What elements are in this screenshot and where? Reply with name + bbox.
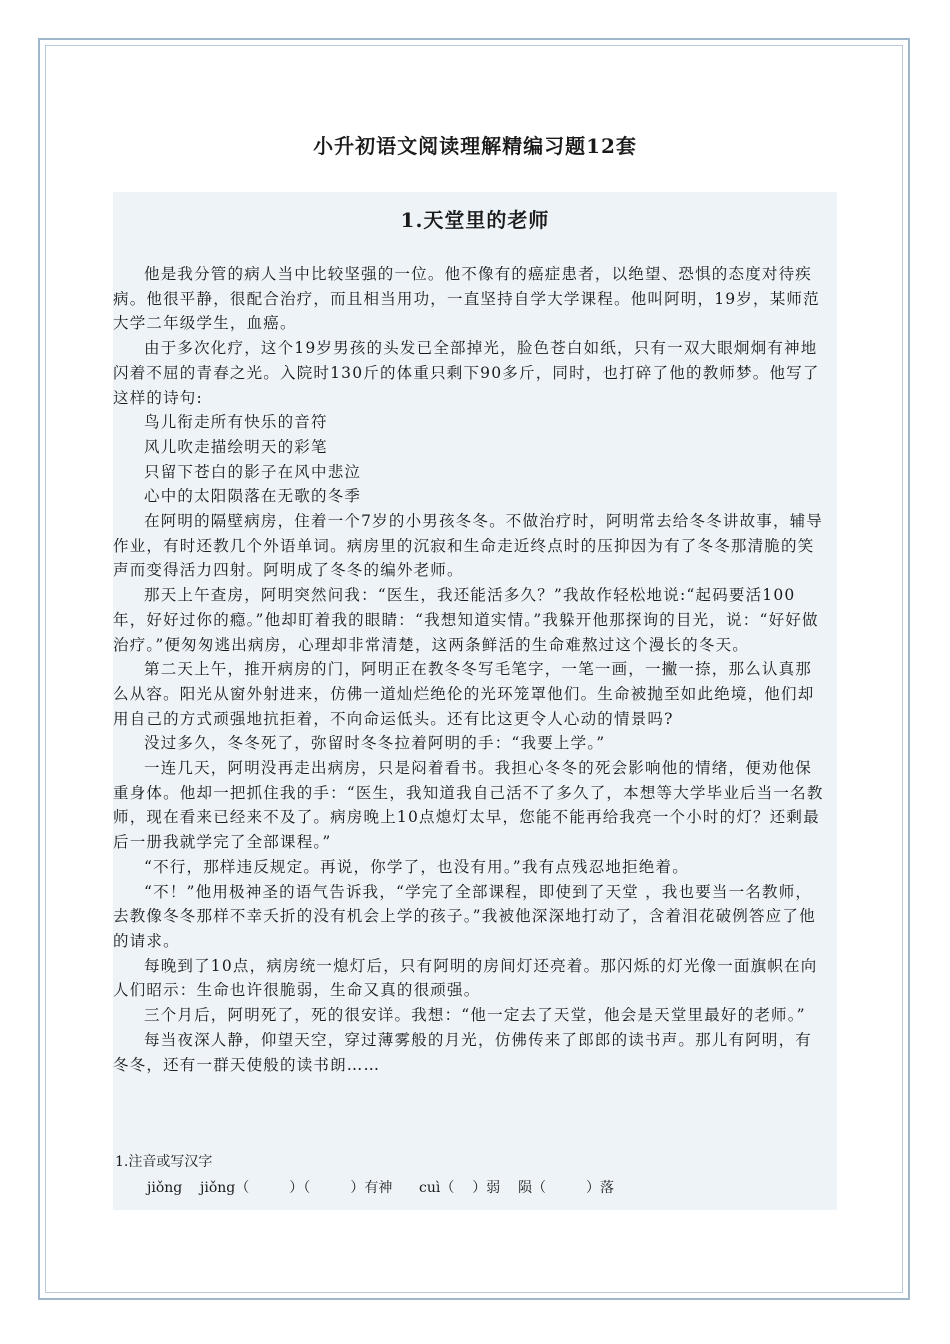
article-body — [113, 262, 825, 1077]
paragraph: “不！”他用极神圣的语气告诉我，“学完了全部课程，即使到了天堂 ，我也要当一名教师，去教像冬冬那样不幸夭折的没有机会上学的孩子。”我被他深深地打动了，含着泪花破例答应了他的请求。 — [113, 882, 816, 950]
article-title: 1.天堂里的老师 — [400, 208, 550, 232]
poem-line: 心中的太阳陨落在无歌的冬季 — [144, 487, 362, 506]
paragraph: 由于多次化疗，这个19岁男孩的头发已全部掉光，脸色苍白如纸，只有一双大眼炯炯有神地闪着不屈的青春之光。入院时130斤的体重只剩下90多斤，同时，也打碎了他的教师梦。他写了这样的诗句: — [113, 339, 820, 407]
paragraph: 那天上午查房，阿明突然问我：“医生，我还能活多久？”我故作轻松地说:“起码要活100年，好好过你的瘾。”他却盯着我的眼睛：“我想知道实情。”我躲开他那探询的目光，说：“好好做治疗。”便匆匆逃出病房，心理却非常清楚，这两条鲜活的生命难熬过这个漫长的冬天。 — [113, 586, 819, 654]
document-title: 小升初语文阅读理解精编习题12套 — [313, 134, 637, 158]
paragraph: 没过多久，冬冬死了，弥留时冬冬拉着阿明的手：“我要上学。” — [144, 734, 606, 753]
paragraph: 在阿明的隔壁病房，住着一个7岁的小男孩冬冬。不做治疗时，阿明常去给冬冬讲故事，辅导作业，有时还教几个外语单词。病房里的沉寂和生命走近终点时的压抑因为有了冬冬那清脆的笑声而变得活力四射。阿明成了冬冬的编外老师。 — [113, 512, 824, 580]
paragraph: 每晚到了10点，病房统一熄灯后，只有阿明的房间灯还亮着。那闪烁的灯光像一面旗帜在向人们昭示：生命也许很脆弱，生命又真的很顽强。 — [113, 956, 818, 1000]
paragraph: “不行，那样违反规定。再说，你学了，也没有用。”我有点残忍地拒绝着。 — [144, 857, 689, 876]
paragraph: 每当夜深人静，仰望天空，穿过薄雾般的月光，仿佛传来了郎郎的读书声。那儿有阿明，有冬冬，还有一群天使般的读书朗…… — [113, 1030, 813, 1074]
poem-line: 风儿吹走描绘明天的彩笔 — [144, 437, 328, 456]
question-1-pinyin-row: jiǒng jiǒng（ ）（ ）有神 cuì（ ）弱 陨（ ）落 — [147, 1180, 615, 1196]
paragraph: 一连几天，阿明没再走出病房，只是闷着看书。我担心冬冬的死会影响他的情绪，便劝他保重身体。他却一把抓住我的手：“医生，我知道我自己活不了多久了，本想等大学毕业后当一名教师，现在看来已经来不及了。病房晚上10点熄灯太早，您能不能再给我亮一个小时的灯？还剩最后一册我就学完了全部课程。” — [113, 759, 824, 852]
paragraph: 三个月后，阿明死了，死的很安详。我想：“他一定去了天堂，他会是天堂里最好的老师。” — [144, 1006, 806, 1025]
poem-line: 鸟儿衔走所有快乐的音符 — [144, 413, 328, 432]
article-panel — [113, 192, 837, 1210]
paragraph: 他是我分管的病人当中比较坚强的一位。他不像有的癌症患者，以绝望、恐惧的态度对待疾病。他很平静，很配合治疗，而且相当用功，一直坚持自学大学课程。他叫阿明，19岁，某师范大学二年级学生，血癌。 — [113, 265, 820, 333]
question-1-label: 1.注音或写汉字 — [115, 1154, 213, 1170]
paragraph: 第二天上午，推开病房的门，阿明正在教冬冬写毛笔字，一笔一画，一撇一捺，那么认真那么从容。阳光从窗外射进来，仿佛一道灿烂绝伦的光环笼罩他们。生命被抛至如此绝境，他们却用自己的方式顽强地抗拒着，不向命运低头。还有比这更令人心动的情景吗? — [113, 660, 815, 728]
poem-line: 只留下苍白的影子在风中悲泣 — [144, 462, 362, 481]
